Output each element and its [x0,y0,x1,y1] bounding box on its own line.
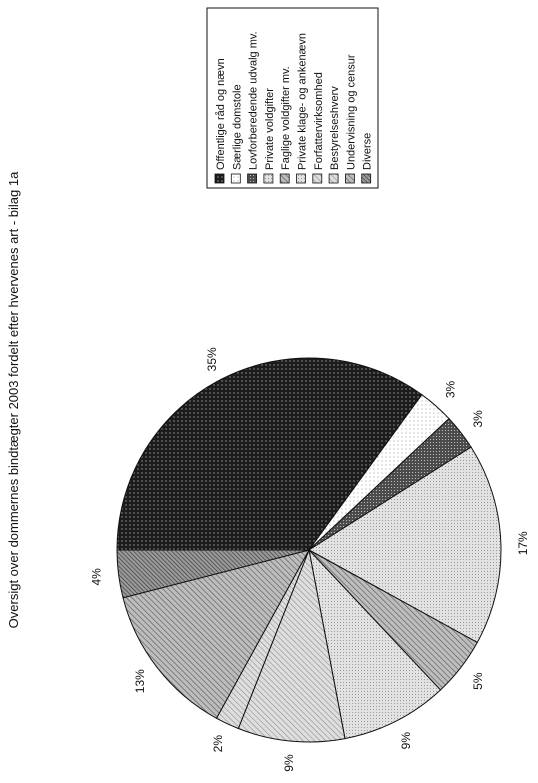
pie-slices [117,358,501,742]
slice-label-2: 3% [443,380,458,399]
slice-label-8: 2% [210,734,225,753]
legend-label-10: Diverse [361,132,374,170]
slice-label-1: 35% [204,347,219,372]
legend-swatch-5 [280,174,289,183]
legend-label-8: Bestyrelseshverv [329,86,342,170]
legend-swatch-3 [248,174,257,183]
legend-swatch-8 [329,174,338,183]
slice-label-9: 13% [132,669,147,694]
slice-label-3: 3% [471,410,486,428]
legend-swatch-7 [313,174,322,183]
legend-swatch-2 [231,174,240,183]
legend-label-3: Lovforberedende udvalg mv. [247,31,260,170]
legend-label-7: Forfattervirksomhed [312,72,325,170]
slice-label-10: 4% [89,568,104,586]
legend-swatch-1 [215,174,224,183]
legend-swatch-9 [345,174,354,183]
slice-label-4: 17% [515,531,530,556]
legend-swatch-4 [264,174,273,183]
slice-label-5: 5% [471,672,486,690]
slice-label-7: 9% [281,754,296,772]
legend-label-2: Særlige domstole [231,84,244,170]
slice-label-6: 9% [399,732,414,750]
legend-label-9: Undervisning og censur [345,54,358,170]
chart-title: Oversigt over dommernes bindtægter 2003 fordelt efter hvervenes art - bilag 1a [6,171,21,629]
legend [207,8,378,188]
legend-label-4: Private voldgifter [263,88,276,170]
legend-label-1: Offentlige råd og nævn [215,58,227,170]
legend-swatch-10 [362,174,371,183]
legend-label-6: Private klage- og ankenævn [296,33,309,170]
legend-swatch-6 [297,174,306,183]
legend-label-5: Faglige voldgifter mv. [280,66,293,170]
